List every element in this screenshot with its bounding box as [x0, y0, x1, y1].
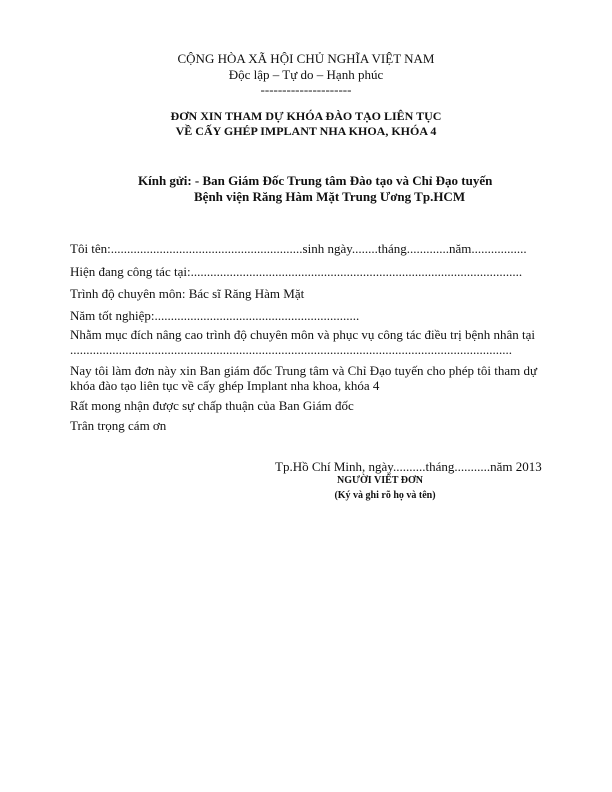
- signer-label: NGƯỜI VIẾT ĐƠN: [337, 475, 423, 486]
- signature-note: (Ký và ghi rõ họ và tên): [334, 490, 436, 501]
- request-line-1: Nay tôi làm đơn này xin Ban giám đốc Trung tâm và Chỉ Đạo tuyến cho phép tôi tham dự: [70, 363, 538, 378]
- recipient-line-2: Bệnh viện Răng Hàm Mặt Trung Ương Tp.HCM: [194, 189, 466, 204]
- approval-hope-text: Rất mong nhận được sự chấp thuận của Ban Giám đốc: [70, 398, 354, 413]
- place-date-line[interactable]: Tp.Hồ Chí Minh, ngày..........tháng...........năm 2013: [275, 459, 542, 474]
- form-title-line-1: ĐƠN XIN THAM DỰ KHÓA ĐÀO TẠO LIÊN TỤC: [170, 109, 442, 123]
- request-line-2: khóa đào tạo liên tục về cấy ghép Implant nha khoa, khóa 4: [70, 378, 380, 393]
- purpose-text: Nhằm mục đích nâng cao trình độ chuyên môn và phục vụ công tác điều trị bệnh nhân tại: [70, 327, 535, 342]
- thanks-text: Trân trọng cám ơn: [70, 418, 167, 433]
- national-motto: Độc lập – Tự do – Hạnh phúc: [228, 67, 384, 82]
- qualification-field[interactable]: Trình độ chuyên môn: Bác sĩ Răng Hàm Mặt: [70, 286, 305, 301]
- name-field[interactable]: Tôi tên:...........................................................sinh ngày........tháng.............năm.................: [70, 241, 527, 256]
- purpose-location-field[interactable]: ........................................................................................................................................: [70, 342, 512, 357]
- workplace-field[interactable]: Hiện đang công tác tại:......................................................................................................: [70, 264, 523, 279]
- graduation-year-field[interactable]: Năm tốt nghiệp:...............................................................: [70, 308, 360, 323]
- recipient-line-1: Kính gửi: - Ban Giám Đốc Trung tâm Đào tạo và Chỉ Đạo tuyến: [138, 173, 493, 188]
- form-title-line-2: VỀ CẤY GHÉP IMPLANT NHA KHOA, KHÓA 4: [175, 124, 437, 138]
- country-header: CỘNG HÒA XÃ HỘI CHỦ NGHĨA VIỆT NAM: [177, 51, 435, 66]
- header-divider: ---------------------: [260, 82, 352, 97]
